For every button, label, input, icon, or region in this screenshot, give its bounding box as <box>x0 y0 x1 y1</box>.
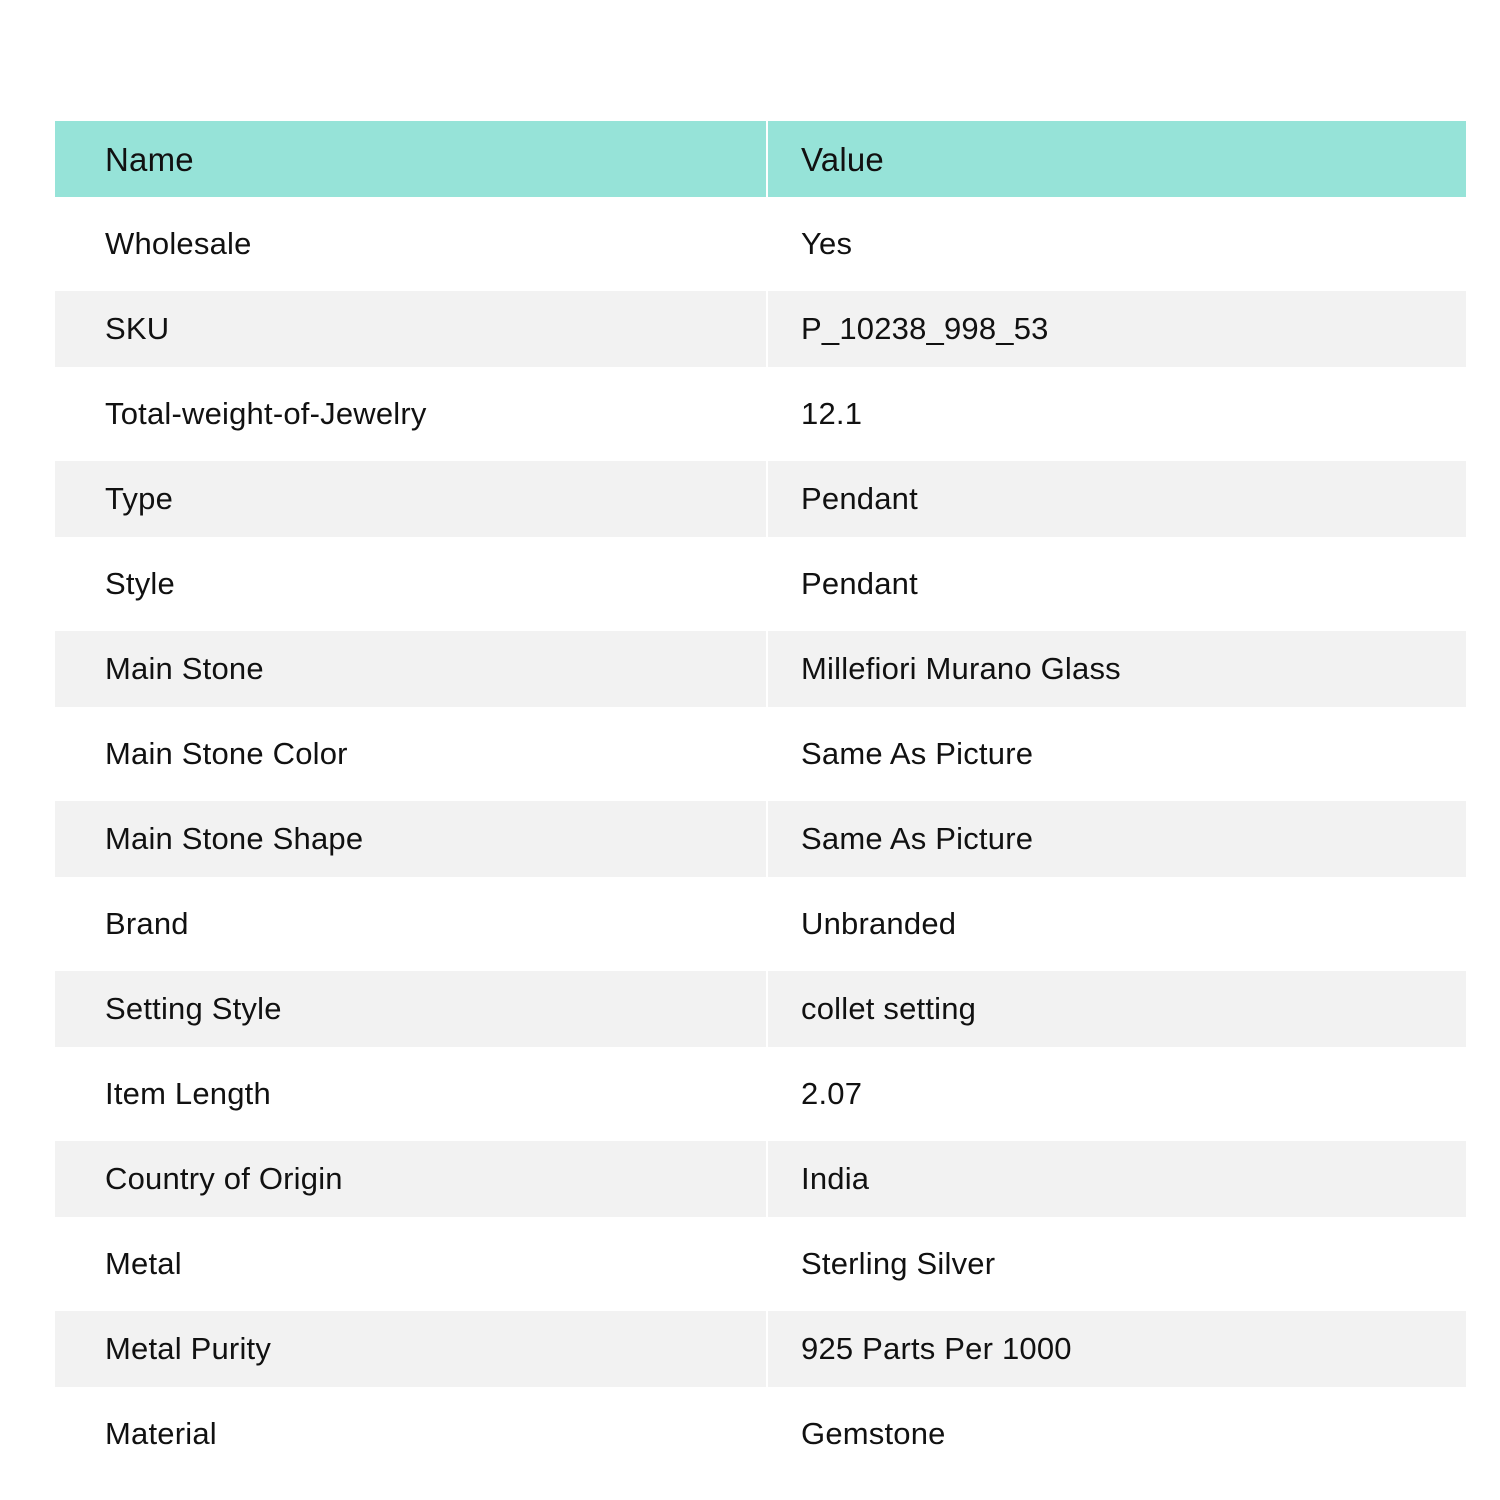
row-name-cell: Metal <box>55 1217 766 1302</box>
row-name-cell: Country of Origin <box>55 1141 766 1217</box>
table-row <box>55 707 1466 792</box>
row-name-cell: Brand <box>55 877 766 962</box>
row-value-cell: Pendant <box>768 461 1466 537</box>
row-name-cell: Type <box>55 461 766 537</box>
specifications-table <box>55 121 1466 1472</box>
row-name-cell: Item Length <box>55 1047 766 1132</box>
row-name-cell: SKU <box>55 291 766 367</box>
table-row <box>55 631 1466 707</box>
table-row <box>55 367 1466 452</box>
row-value-cell: Sterling Silver <box>768 1217 1466 1302</box>
row-value-cell: P_10238_998_53 <box>768 291 1466 367</box>
table-row <box>55 1141 1466 1217</box>
row-value-cell: 925 Parts Per 1000 <box>768 1311 1466 1387</box>
table-row <box>55 1311 1466 1387</box>
table-header-row <box>55 121 1466 197</box>
table-row <box>55 291 1466 367</box>
table-row <box>55 1047 1466 1132</box>
row-value-cell: India <box>768 1141 1466 1217</box>
table-row <box>55 461 1466 537</box>
row-name-cell: Main Stone Color <box>55 707 766 792</box>
row-value-cell: Yes <box>768 197 1466 282</box>
table-row <box>55 197 1466 282</box>
row-name-cell: Setting Style <box>55 971 766 1047</box>
row-name-cell: Total-weight-of-Jewelry <box>55 367 766 452</box>
row-value-cell: 2.07 <box>768 1047 1466 1132</box>
row-name-cell: Wholesale <box>55 197 766 282</box>
row-value-cell: Same As Picture <box>768 801 1466 877</box>
row-value-cell: Same As Picture <box>768 707 1466 792</box>
table-row <box>55 1387 1466 1472</box>
table-row <box>55 971 1466 1047</box>
table-row <box>55 877 1466 962</box>
header-value-cell: Value <box>768 121 1466 197</box>
row-value-cell: Pendant <box>768 537 1466 622</box>
header-name-cell: Name <box>55 121 766 197</box>
row-name-cell: Main Stone <box>55 631 766 707</box>
row-value-cell: 12.1 <box>768 367 1466 452</box>
row-name-cell: Material <box>55 1387 766 1472</box>
row-value-cell: collet setting <box>768 971 1466 1047</box>
row-value-cell: Millefiori Murano Glass <box>768 631 1466 707</box>
row-name-cell: Metal Purity <box>55 1311 766 1387</box>
table-row <box>55 801 1466 877</box>
table-row <box>55 1217 1466 1302</box>
row-name-cell: Style <box>55 537 766 622</box>
row-value-cell: Gemstone <box>768 1387 1466 1472</box>
table-row <box>55 537 1466 622</box>
row-value-cell: Unbranded <box>768 877 1466 962</box>
row-name-cell: Main Stone Shape <box>55 801 766 877</box>
